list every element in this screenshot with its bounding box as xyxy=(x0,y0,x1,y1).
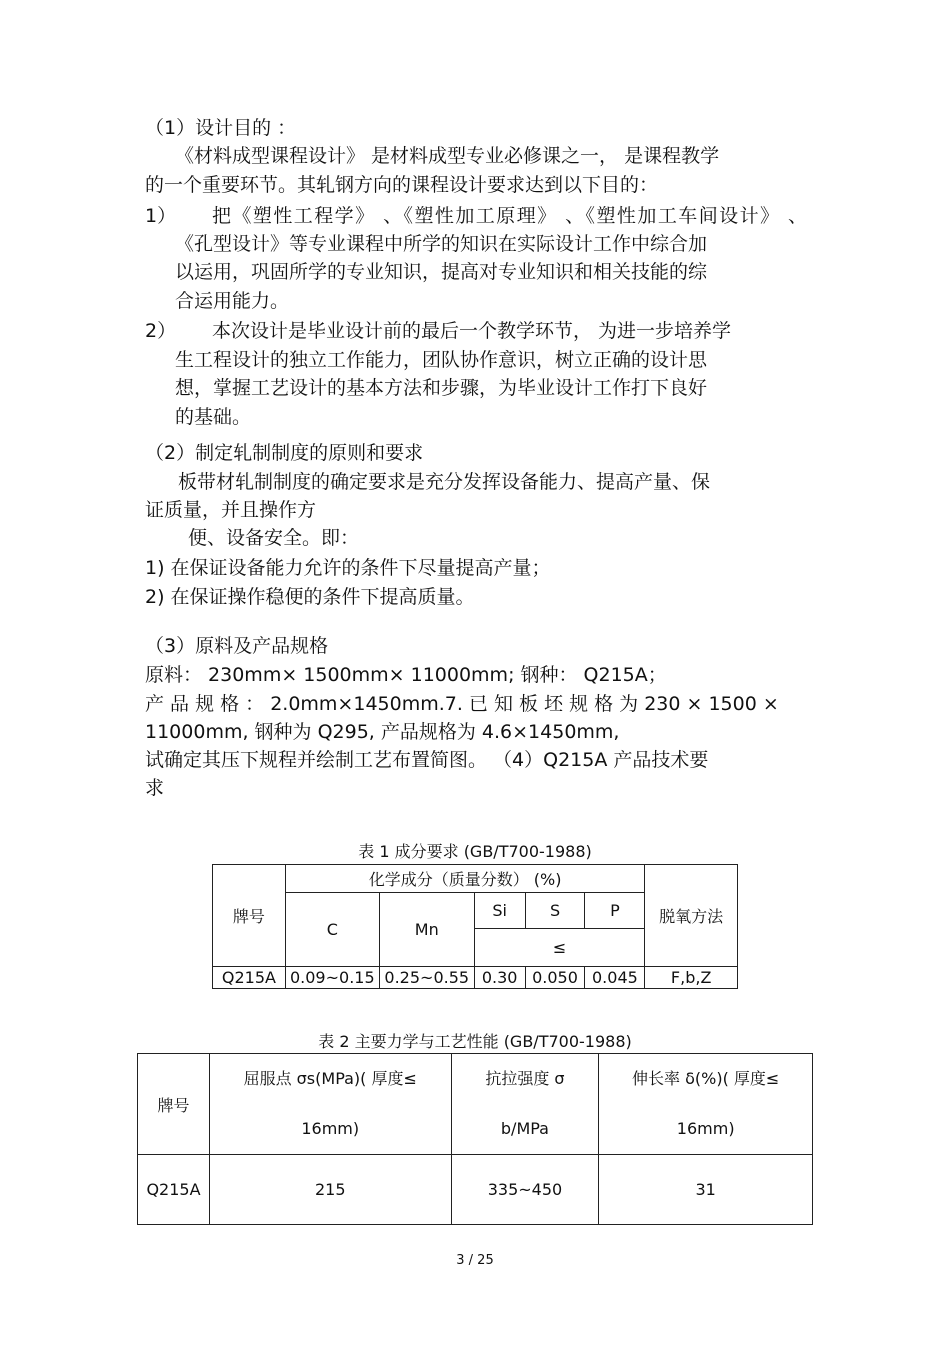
t2-header-tensile xyxy=(451,1054,599,1155)
t2-header-elong-l2: 16mm) xyxy=(676,1119,735,1138)
product-spec-line: 产 品 规 格 ： 2.0mm×1450mm.7. 已 知 板 坯 规 格 为 230 × 1500 × xyxy=(145,693,779,715)
section-1-intro-line-2: 的一个重要环节。其轧钢方向的课程设计要求达到以下目的： xyxy=(145,174,659,196)
task-line: 试确定其压下规程并绘制工艺布置简图。 （4）Q215A 产品技术要 xyxy=(145,749,709,771)
table-1-caption: 表 1 成分要求 (GB/T700-1988) xyxy=(358,842,592,861)
purpose-item-1-number: 1） xyxy=(145,205,177,227)
section-2-item-2: 2) 在保证操作稳便的条件下提高质量。 xyxy=(145,586,475,608)
task-line-cont: 求 xyxy=(145,777,165,799)
t1-header-c: C xyxy=(285,893,379,967)
raw-material-line: 原料： 230mm× 1500mm× 11000mm; 钢种： Q215A； xyxy=(145,664,667,686)
t1-header-le: ≤ xyxy=(474,929,645,967)
t1-row-c: 0.09~0.15 xyxy=(285,967,379,989)
purpose-item-2-line-2: 生工程设计的独立工作能力，团队协作意识，树立正确的设计思 xyxy=(175,349,708,371)
section-3-heading: （3）原料及产品规格 xyxy=(145,635,329,657)
t1-row-grade: Q215A xyxy=(213,967,286,989)
t2-row-grade: Q215A xyxy=(138,1155,210,1225)
t1-header-deoxidation: 脱氧方法 xyxy=(645,865,738,967)
t1-header-s: S xyxy=(525,893,585,929)
purpose-item-1-line-4: 合运用能力。 xyxy=(175,290,290,312)
section-1-heading: （1）设计目的 ： xyxy=(145,117,297,139)
t2-header-grade: 牌号 xyxy=(138,1054,210,1155)
section-2-para-line-2: 证质量，并且操作方 xyxy=(145,499,317,521)
t1-header-grade: 牌号 xyxy=(213,865,286,967)
t1-header-composition: 化学成分（质量分数） (%) xyxy=(285,865,645,893)
purpose-item-2-line-3: 想，掌握工艺设计的基本方法和步骤，为毕业设计工作打下良好 xyxy=(175,377,708,399)
purpose-item-2-line-4: 的基础。 xyxy=(175,406,252,428)
t2-row-yield: 215 xyxy=(209,1155,451,1225)
t2-row-tensile: 335~450 xyxy=(451,1155,599,1225)
mechanical-properties-table xyxy=(137,1053,813,1225)
section-2-para-line-1: 板带材轧制制度的确定要求是充分发挥设备能力、提高产量、保 xyxy=(178,471,711,493)
purpose-item-1-line-2: 《孔型设计》等专业课程中所学的知识在实际设计工作中综合加 xyxy=(175,233,708,255)
t1-header-si: Si xyxy=(474,893,525,929)
t2-header-tensile-l1: 抗拉强度 σ xyxy=(485,1069,565,1088)
purpose-item-1-line-3: 以运用，巩固所学的专业知识，提高对专业知识和相关技能的综 xyxy=(175,261,708,283)
section-2-item-1: 1) 在保证设备能力允许的条件下尽量提高产量； xyxy=(145,557,551,579)
purpose-item-1-line-1: 把《塑性工程学》 、《塑性加工原理》 、《塑性加工车间设计》 、 xyxy=(212,205,807,227)
slab-spec-line: 11000mm, 钢种为 Q295, 产品规格为 4.6×1450mm, xyxy=(145,721,620,743)
section-2-heading: （2）制定轧制制度的原则和要求 xyxy=(145,442,424,464)
t1-header-mn: Mn xyxy=(379,893,474,967)
t2-header-yield xyxy=(209,1054,451,1155)
section-1-intro-line-1: 《材料成型课程设计》 是材料成型专业必修课之一， 是课程教学 xyxy=(175,145,720,167)
purpose-item-2-number: 2） xyxy=(145,320,177,342)
table-2-caption: 表 2 主要力学与工艺性能 (GB/T700-1988) xyxy=(318,1032,632,1051)
t2-header-elong-l1: 伸长率 δ(%)( 厚度≤ xyxy=(632,1069,780,1088)
purpose-item-2-line-1: 本次设计是毕业设计前的最后一个教学环节， 为进一步培养学 xyxy=(212,320,732,342)
t2-header-tensile-l2: b/MPa xyxy=(500,1119,549,1138)
t2-row-elongation: 31 xyxy=(599,1155,813,1225)
t1-row-deox: F,b,Z xyxy=(645,967,738,989)
t1-row-s: 0.050 xyxy=(525,967,585,989)
composition-table xyxy=(212,864,738,989)
t1-header-p: P xyxy=(585,893,645,929)
page-number: 3 / 25 xyxy=(456,1253,494,1268)
t2-header-elongation xyxy=(599,1054,813,1155)
t2-header-yield-l2: 16mm) xyxy=(301,1119,360,1138)
t1-row-si: 0.30 xyxy=(474,967,525,989)
t2-header-yield-l1: 屈服点 σs(MPa)( 厚度≤ xyxy=(243,1069,417,1088)
section-2-para-line-3: 便、设备安全。即： xyxy=(188,527,360,549)
t1-row-mn: 0.25~0.55 xyxy=(379,967,474,989)
t1-row-p: 0.045 xyxy=(585,967,645,989)
